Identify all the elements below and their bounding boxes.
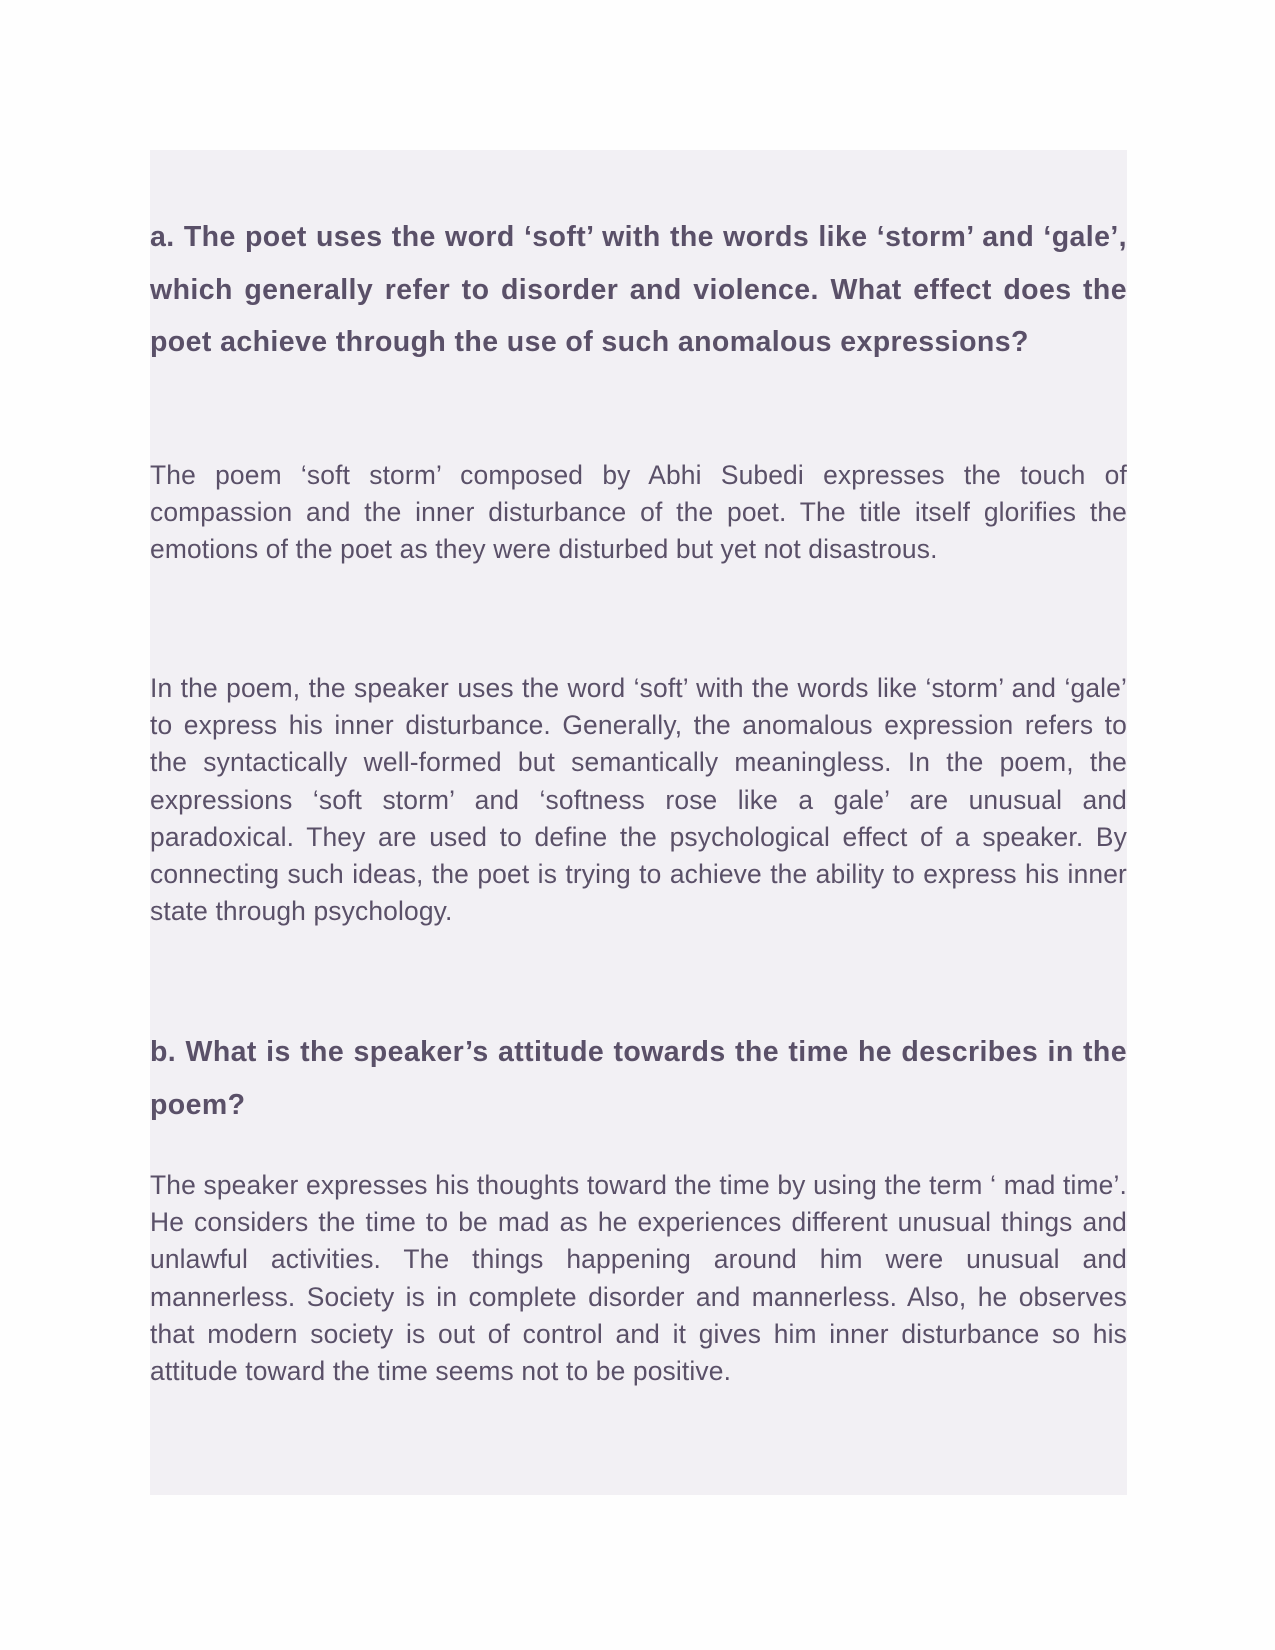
question-b-heading: b. What is the speaker’s attitude towards the time he describes in the poem? <box>150 1036 1127 1121</box>
question-a-heading: a. The poet uses the word ‘soft’ with the words like ‘storm’ and ‘gale’, which generally refer to disorder and violence. What effect does the poet achieve through the use of such anomalous expressions? <box>150 221 1127 358</box>
answer-a-paragraph-2: In the poem, the speaker uses the word ‘soft’ with the words like ‘storm’ and ‘gale’ to express his inner disturbance. Generally, the anomalous expression refers to the syntactically well-formed but semantically meaningless. In the poem, the expressions ‘soft storm’ and ‘softness rose like a gale’ are unusual and paradoxical. They are used to define the psychological effect of a speaker. By connecting such ideas, the poet is trying to achieve the ability to express his inner state through psychology. <box>150 673 1127 927</box>
answer-b-paragraph-1: The speaker expresses his thoughts toward the time by using the term ‘ mad time’. He considers the time to be mad as he experiences different unusual things and unlawful activities. The things happening around him were unusual and mannerless. Society is in complete disorder and mannerless. Also, he observes that modern society is out of control and it gives him inner disturbance so his attitude toward the time seems not to be positive. <box>150 1170 1127 1387</box>
answer-a-paragraph-1: The poem ‘soft storm’ composed by Abhi Subedi expresses the touch of compassion and the inner disturbance of the poet. The title itself glorifies the emotions of the poet as they were disturbed but yet not disastrous. <box>150 460 1127 565</box>
